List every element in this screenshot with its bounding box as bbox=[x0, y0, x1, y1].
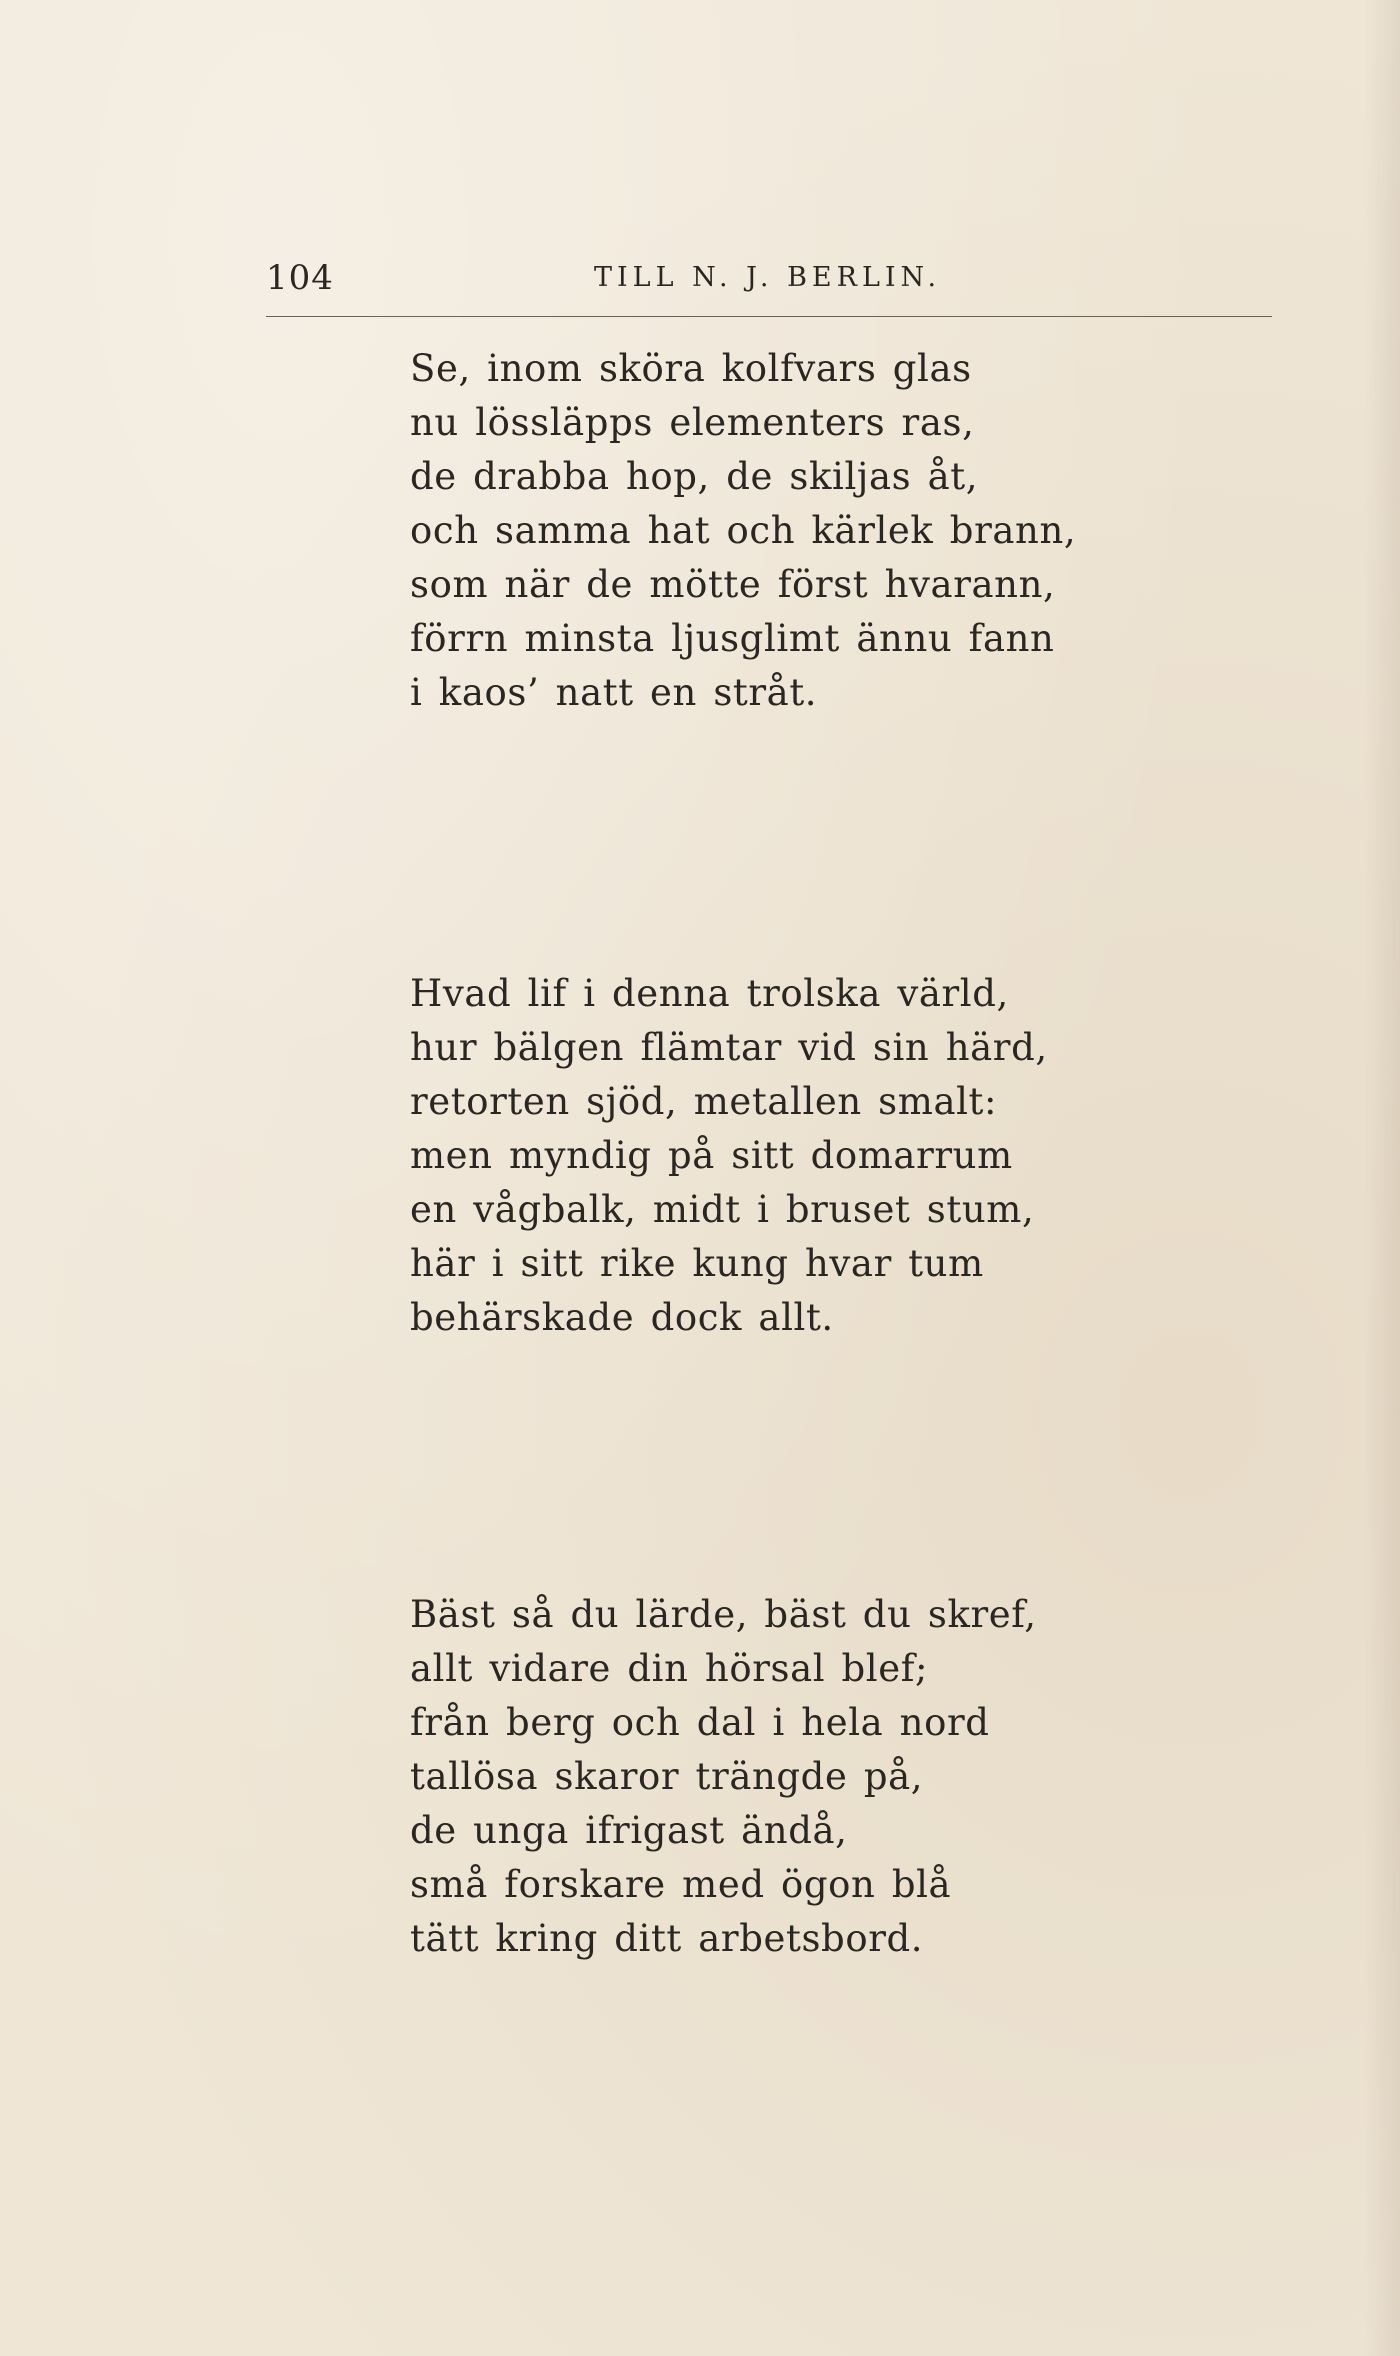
page-header bbox=[266, 258, 1272, 318]
poem-line: förrn minsta ljusglimt ännu fann bbox=[410, 617, 1055, 660]
header-rule bbox=[266, 316, 1272, 317]
poem-line: från berg och dal i hela nord bbox=[410, 1701, 990, 1744]
poem-line: retorten sjöd, metallen smalt: bbox=[410, 1080, 998, 1123]
poem-line: allt vidare din hörsal blef; bbox=[410, 1647, 929, 1690]
poem-line: nu lössläpps elementers ras, bbox=[410, 401, 975, 444]
poem-line: tätt kring ditt arbetsbord. bbox=[410, 1917, 924, 1960]
poem-line: behärskade dock allt. bbox=[410, 1296, 834, 1339]
running-title: TILL N. J. BERLIN. bbox=[594, 262, 942, 293]
stanza-3 bbox=[410, 1588, 1110, 1966]
poem-line: men myndig på sitt domarrum bbox=[410, 1134, 1013, 1177]
poem-line: små forskare med ögon blå bbox=[410, 1863, 952, 1906]
poem-line: som när de mötte först hvarann, bbox=[410, 563, 1056, 606]
poem-line: de drabba hop, de skiljas åt, bbox=[410, 455, 979, 498]
poem-line: tallösa skaror trängde på, bbox=[410, 1755, 924, 1798]
page-edge-shadow bbox=[1364, 0, 1400, 2356]
poem-line: Se, inom sköra kolfvars glas bbox=[410, 347, 972, 390]
poem-line: i kaos’ natt en stråt. bbox=[410, 671, 818, 714]
poem-line: de unga ifrigast ändå, bbox=[410, 1809, 848, 1852]
poem-line: här i sitt rike kung hvar tum bbox=[410, 1242, 984, 1285]
poem-line: Bäst så du lärde, bäst du skref, bbox=[410, 1593, 1037, 1636]
stanza-2 bbox=[410, 967, 1110, 1345]
stanza-1 bbox=[410, 342, 1110, 720]
poem-line: Hvad lif i denna trolska värld, bbox=[410, 972, 1009, 1015]
poem-line: en vågbalk, midt i bruset stum, bbox=[410, 1188, 1035, 1231]
page-number: 104 bbox=[266, 258, 334, 298]
poem-line: hur bälgen flämtar vid sin härd, bbox=[410, 1026, 1048, 1069]
poem-line: och samma hat och kärlek brann, bbox=[410, 509, 1077, 552]
